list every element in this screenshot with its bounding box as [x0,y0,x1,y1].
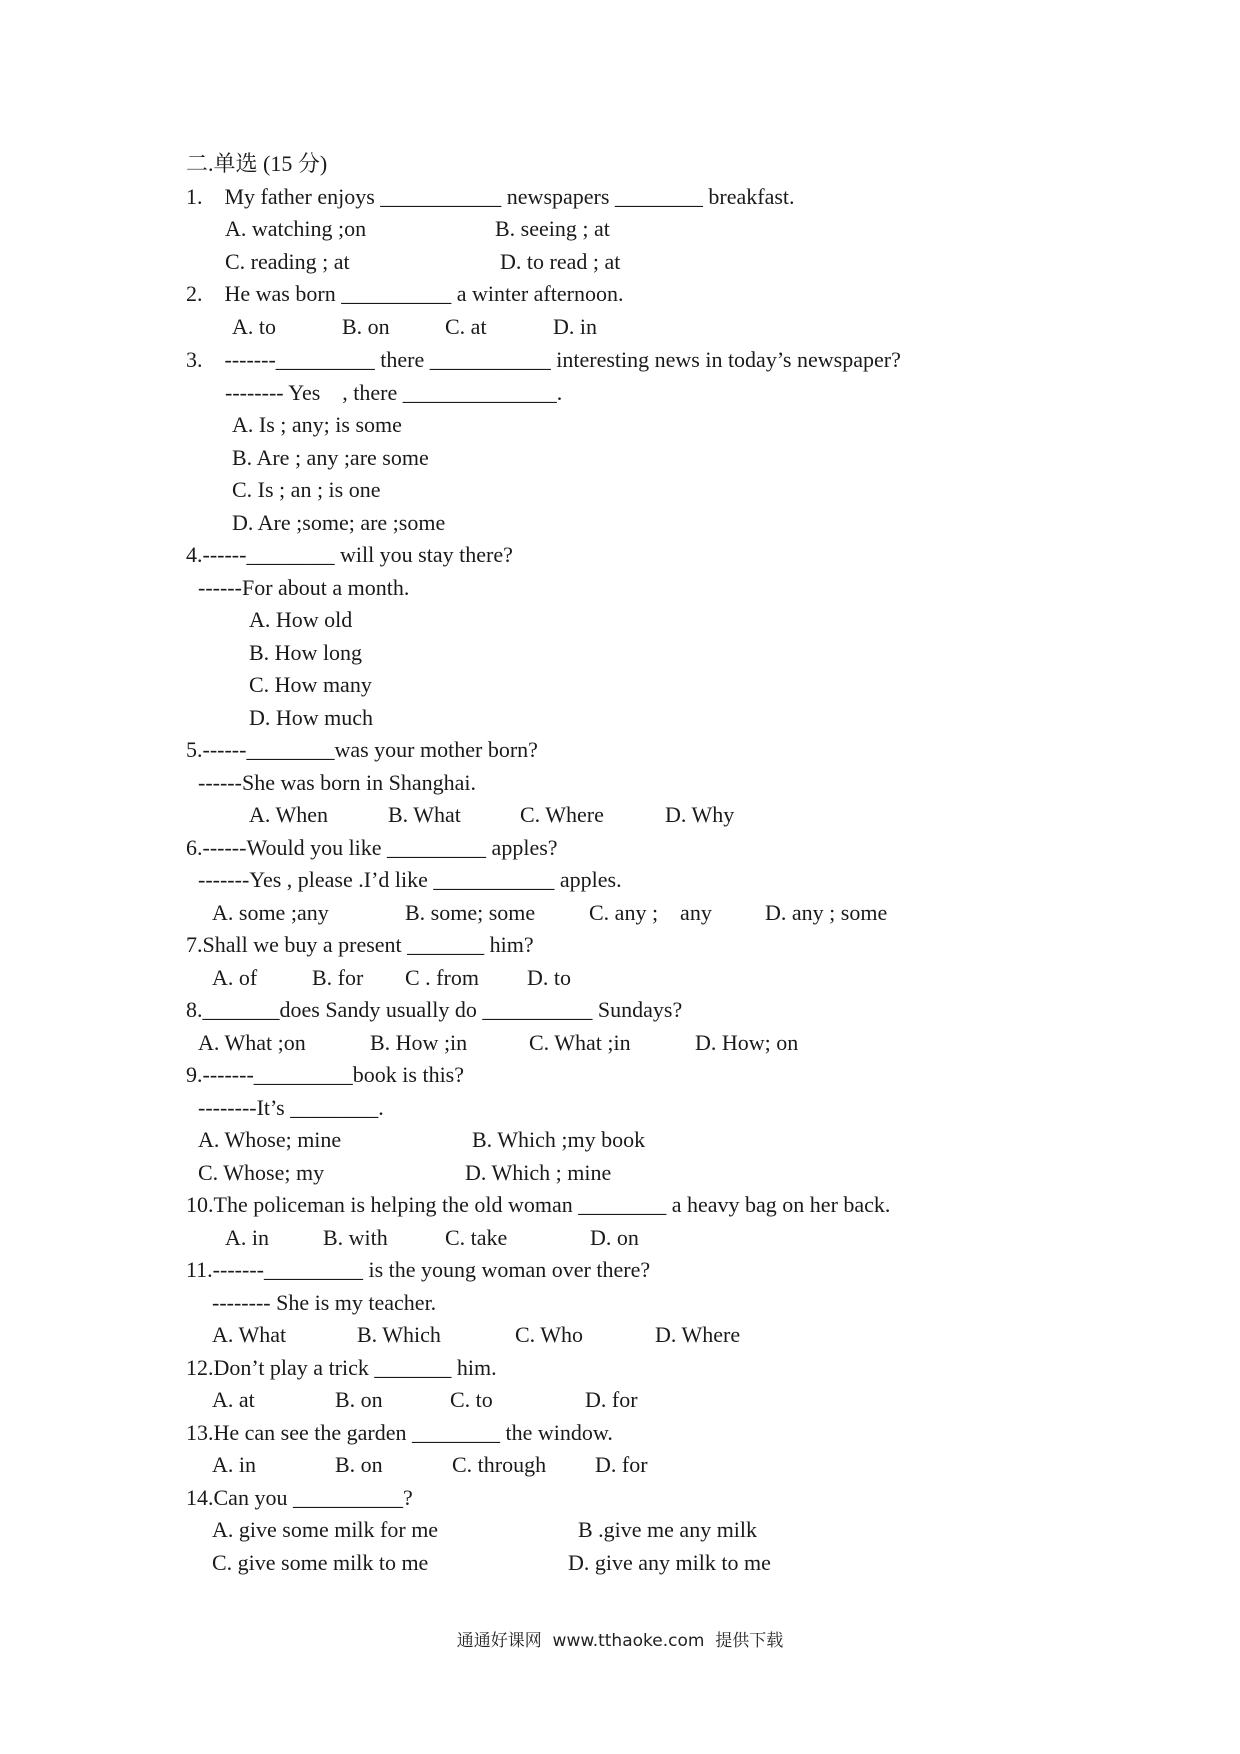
section-title: 二.单选 (15 分) [186,151,328,176]
answer-option: A. of [212,965,258,990]
answer-option: C. Where [520,802,604,827]
answer-option: D. in [553,314,597,339]
answer-option: C. any ; any [589,900,712,925]
question-reply: -------- Yes , there ______________. [225,380,563,405]
question-stem: 3. -------_________ there ___________ interesting news in today’s newspaper? [186,347,901,372]
answer-option: C. at [445,314,487,339]
answer-option: D. on [590,1225,639,1250]
answer-option: B. How long [249,640,363,665]
answer-option: A. How old [249,607,353,632]
answer-option: A. in [212,1452,256,1477]
answer-option: C. take [445,1225,508,1250]
footer-source-note: 通通好课网 www.tthaoke.com 提供下载 [456,1631,784,1651]
question-stem: 1. My father enjoys ___________ newspapers ________ breakfast. [186,184,795,209]
answer-option: D. any ; some [765,900,888,925]
question-stem: 10.The policeman is helping the old woman ________ a heavy bag on her back. [186,1192,891,1217]
answer-option: C. How many [249,672,372,697]
question-stem: 7.Shall we buy a present _______ him? [186,932,534,957]
answer-option: B. for [312,965,364,990]
question-reply: -------- She is my teacher. [212,1290,437,1315]
answer-option: C. Who [515,1322,584,1347]
answer-option: D. to [527,965,571,990]
answer-option: A. Is ; any; is some [232,412,402,437]
answer-option: D. Which ; mine [465,1160,612,1185]
answer-option: B. How ;in [370,1030,468,1055]
question-reply: ------For about a month. [198,575,410,600]
answer-option: D. for [595,1452,648,1477]
question-stem: 4.------________ will you stay there? [186,542,513,567]
question-stem: 8._______does Sandy usually do __________ Sundays? [186,997,683,1022]
answer-option: B. Are ; any ;are some [232,445,429,470]
answer-option: A. in [225,1225,269,1250]
question-stem: 6.------Would you like _________ apples? [186,835,558,860]
answer-option: B. with [323,1225,388,1250]
answer-option: A. What ;on [198,1030,306,1055]
answer-option: C. What ;in [529,1030,631,1055]
answer-option: B. on [335,1452,383,1477]
answer-option: B. on [335,1387,383,1412]
answer-option: D. How much [249,705,374,730]
answer-option: A. at [212,1387,255,1412]
answer-option: A. some ;any [212,900,329,925]
question-stem: 5.------________was your mother born? [186,737,538,762]
answer-option: A. When [249,802,329,827]
answer-option: B. Which [357,1322,441,1347]
answer-option: D. Why [665,802,735,827]
answer-option: A. Whose; mine [198,1127,342,1152]
answer-option: D. give any milk to me [568,1550,771,1575]
question-stem: 11.-------_________ is the young woman over there? [186,1257,651,1282]
answer-option: D. How; on [695,1030,799,1055]
answer-option: C. reading ; at [225,249,350,274]
answer-option: A. watching ;on [225,216,367,241]
answer-option: D. for [585,1387,638,1412]
question-stem: 9.-------_________book is this? [186,1062,465,1087]
answer-option: B .give me any milk [578,1517,758,1542]
question-stem: 2. He was born __________ a winter afternoon. [186,281,624,306]
answer-option: D. Are ;some; are ;some [232,510,446,535]
answer-option: D. to read ; at [500,249,621,274]
answer-option: C . from [405,965,479,990]
answer-option: A. What [212,1322,287,1347]
answer-option: B. Which ;my book [472,1127,646,1152]
answer-option: C. Whose; my [198,1160,325,1185]
question-reply: -------Yes , please .I’d like ___________ apples. [198,867,622,892]
question-stem: 12.Don’t play a trick _______ him. [186,1355,497,1380]
answer-option: B. What [388,802,461,827]
answer-option: A. give some milk for me [212,1517,439,1542]
question-reply: --------It’s ________. [198,1095,384,1120]
answer-option: C. through [452,1452,547,1477]
answer-option: B. seeing ; at [495,216,610,241]
answer-option: B. on [342,314,390,339]
answer-option: A. to [232,314,276,339]
answer-option: C. give some milk to me [212,1550,429,1575]
question-stem: 13.He can see the garden ________ the window. [186,1420,613,1445]
answer-option: C. Is ; an ; is one [232,477,381,502]
answer-option: D. Where [655,1322,741,1347]
answer-option: B. some; some [405,900,536,925]
question-reply: ------She was born in Shanghai. [198,770,476,795]
question-stem: 14.Can you __________? [186,1485,413,1510]
answer-option: C. to [450,1387,493,1412]
